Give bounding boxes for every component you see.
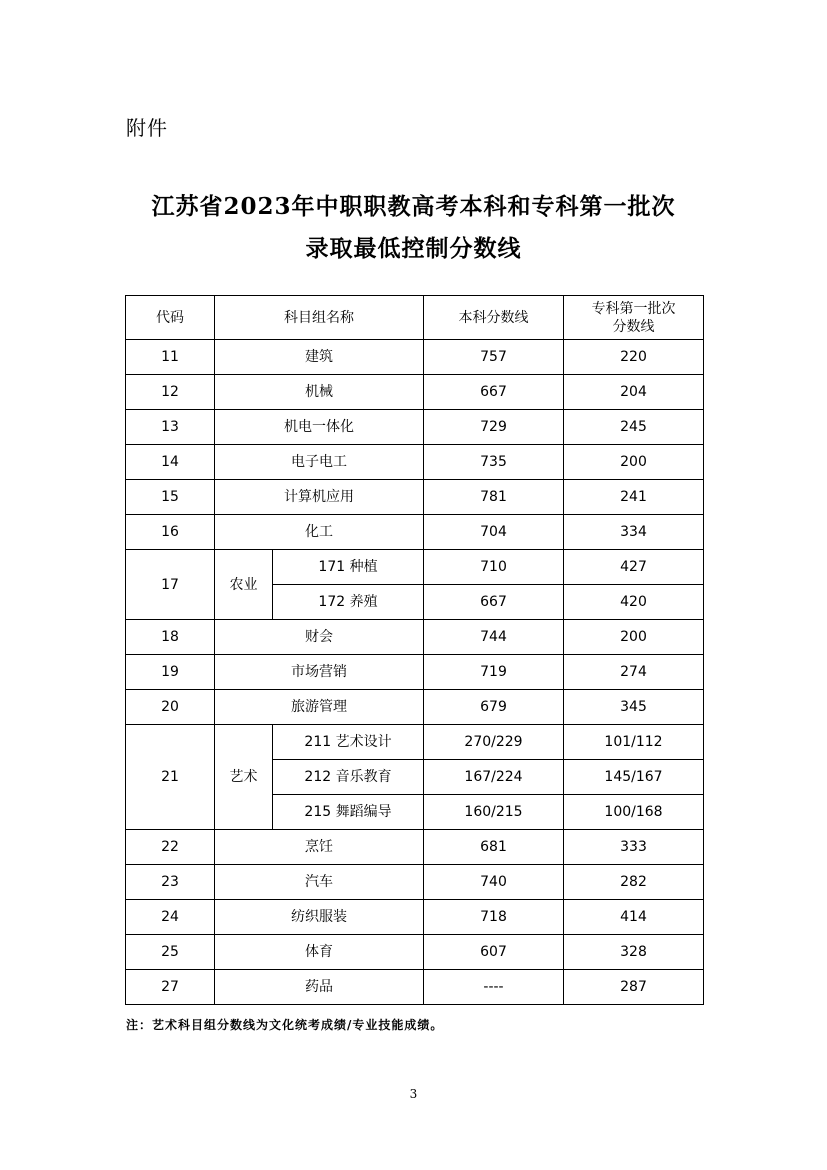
row-undergrad: 744: [424, 620, 564, 655]
row-code: 12: [126, 375, 215, 410]
document-title-line2: 录取最低控制分数线: [305, 235, 522, 262]
row-name: 药品: [215, 970, 424, 1005]
row-code: 15: [126, 480, 215, 515]
table-row: [126, 340, 704, 375]
group-name: 艺术: [215, 725, 273, 830]
row-code: 18: [126, 620, 215, 655]
row-junior: 200: [564, 445, 704, 480]
row-name: 烹饪: [215, 830, 424, 865]
row-code: 23: [126, 865, 215, 900]
row-undergrad: 735: [424, 445, 564, 480]
row-name: 机电一体化: [215, 410, 424, 445]
table-row: [126, 375, 704, 410]
row-name: 汽车: [215, 865, 424, 900]
row-junior: 328: [564, 935, 704, 970]
row-undergrad: 781: [424, 480, 564, 515]
table-header-row: [126, 296, 704, 340]
row-undergrad: 710: [424, 550, 564, 585]
row-junior: 345: [564, 690, 704, 725]
row-junior: 414: [564, 900, 704, 935]
header-name: 科目组名称: [215, 296, 424, 340]
row-code: 17: [126, 550, 215, 620]
sub-name: 211 艺术设计: [273, 725, 424, 760]
row-undergrad: 740: [424, 865, 564, 900]
row-name: 纺织服装: [215, 900, 424, 935]
document-title-line1: 江苏省2023年中职职教高考本科和专科第一批次: [151, 193, 676, 220]
page-number: 3: [409, 1087, 418, 1101]
table-row: [126, 445, 704, 480]
row-undergrad: 667: [424, 375, 564, 410]
row-name: 体育: [215, 935, 424, 970]
row-junior: 200: [564, 620, 704, 655]
row-name: 化工: [215, 515, 424, 550]
table-row: [126, 690, 704, 725]
row-junior: 241: [564, 480, 704, 515]
sub-name: 215 舞蹈编导: [273, 795, 424, 830]
row-name: 市场营销: [215, 655, 424, 690]
row-undergrad: 757: [424, 340, 564, 375]
row-junior: 204: [564, 375, 704, 410]
row-code: 13: [126, 410, 215, 445]
row-junior: 145/167: [564, 760, 704, 795]
group-name: 农业: [215, 550, 273, 620]
row-junior: 245: [564, 410, 704, 445]
row-undergrad: 160/215: [424, 795, 564, 830]
table-row: [126, 900, 704, 935]
score-table: [125, 295, 704, 1005]
row-code: 19: [126, 655, 215, 690]
row-code: 24: [126, 900, 215, 935]
row-junior: 220: [564, 340, 704, 375]
row-junior: 427: [564, 550, 704, 585]
row-junior: 282: [564, 865, 704, 900]
table-row: [126, 550, 704, 585]
table-row: [126, 725, 704, 760]
table-row: [126, 655, 704, 690]
row-undergrad: 718: [424, 900, 564, 935]
table-row: [126, 480, 704, 515]
row-name: 机械: [215, 375, 424, 410]
row-code: 25: [126, 935, 215, 970]
row-junior: 274: [564, 655, 704, 690]
sub-name: 172 养殖: [273, 585, 424, 620]
sub-name: 212 音乐教育: [273, 760, 424, 795]
row-junior: 287: [564, 970, 704, 1005]
row-code: 21: [126, 725, 215, 830]
row-name: 旅游管理: [215, 690, 424, 725]
attachment-label: 附件: [126, 116, 168, 140]
footnote: 注：艺术科目组分数线为文化统考成绩/专业技能成绩。: [126, 1018, 444, 1032]
header-junior: [564, 296, 704, 340]
row-undergrad: 167/224: [424, 760, 564, 795]
row-code: 27: [126, 970, 215, 1005]
table-row: [126, 515, 704, 550]
row-undergrad: 607: [424, 935, 564, 970]
header-code: 代码: [126, 296, 215, 340]
table-row: [126, 865, 704, 900]
table-row: [126, 410, 704, 445]
row-undergrad: 679: [424, 690, 564, 725]
row-junior: 100/168: [564, 795, 704, 830]
row-undergrad: ----: [424, 970, 564, 1005]
row-undergrad: 729: [424, 410, 564, 445]
row-code: 22: [126, 830, 215, 865]
row-name: 计算机应用: [215, 480, 424, 515]
table-row: [126, 970, 704, 1005]
table-row: [126, 830, 704, 865]
row-junior: 334: [564, 515, 704, 550]
row-code: 20: [126, 690, 215, 725]
row-code: 16: [126, 515, 215, 550]
table-row: [126, 935, 704, 970]
row-undergrad: 681: [424, 830, 564, 865]
row-junior: 420: [564, 585, 704, 620]
row-name: 电子电工: [215, 445, 424, 480]
row-undergrad: 270/229: [424, 725, 564, 760]
table-row: [126, 620, 704, 655]
row-undergrad: 704: [424, 515, 564, 550]
row-code: 14: [126, 445, 215, 480]
row-junior: 101/112: [564, 725, 704, 760]
row-name: 财会: [215, 620, 424, 655]
row-code: 11: [126, 340, 215, 375]
row-name: 建筑: [215, 340, 424, 375]
sub-name: 171 种植: [273, 550, 424, 585]
header-undergrad: 本科分数线: [424, 296, 564, 340]
header-junior-line1: 专科第一批次: [591, 300, 676, 317]
header-junior-line2: 分数线: [612, 318, 655, 335]
row-undergrad: 719: [424, 655, 564, 690]
row-undergrad: 667: [424, 585, 564, 620]
row-junior: 333: [564, 830, 704, 865]
